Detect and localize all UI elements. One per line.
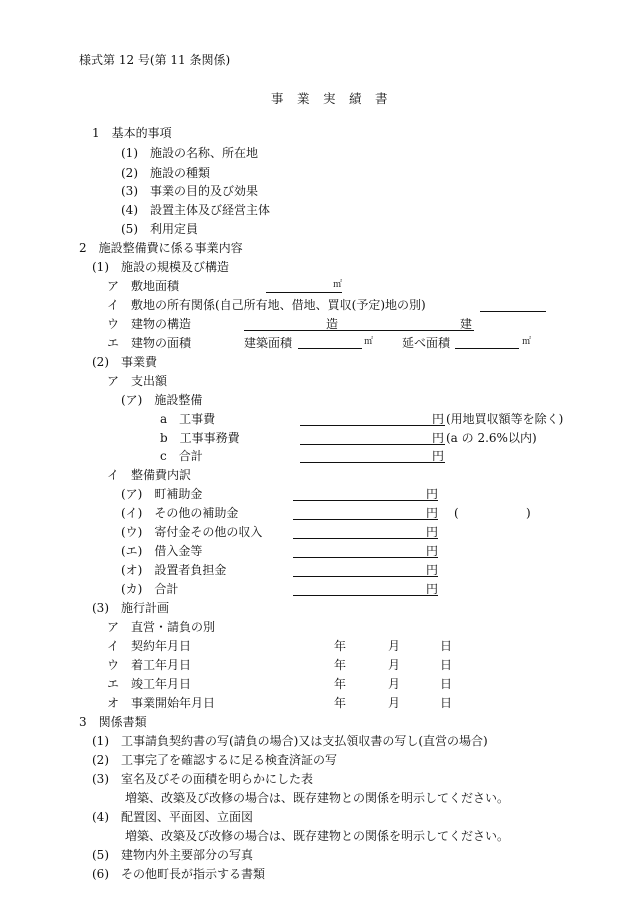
land-ownership-blank — [480, 311, 546, 312]
schedule-row-5-month: 月 — [388, 696, 401, 710]
title-char-5: 書 — [375, 91, 388, 106]
expenditure-row-b-unit: 円 — [432, 431, 445, 445]
section-1-heading: 1 基本的事項 — [92, 126, 172, 140]
building-footprint-label: 建築面積 — [244, 336, 293, 350]
building-structure-blank — [244, 330, 474, 331]
funding-row-3-unit: 円 — [426, 525, 439, 539]
section-3-item-3-note: 増築、改築及び改修の場合は、既存建物との関係を明示してください。 — [125, 791, 510, 805]
schedule-row-1-label: ア 直営・請負の別 — [107, 620, 216, 634]
funding-row-2-paren-open: ( — [454, 506, 459, 520]
schedule-row-2-month: 月 — [388, 639, 401, 653]
schedule-row-4-month: 月 — [388, 677, 401, 691]
section-2-heading: 2 施設整備費に係る事業内容 — [79, 241, 243, 255]
funding-row-1-unit: 円 — [426, 487, 439, 501]
funding-row-2-paren-close: ) — [526, 506, 531, 520]
floors-unit: 建 — [460, 317, 473, 331]
section-3-item-5: (5) 建物内外主要部分の写真 — [92, 848, 253, 862]
funding-row-4-unit: 円 — [426, 544, 439, 558]
funding-row-1-blank — [293, 500, 438, 501]
schedule-row-4-label: エ 竣工年月日 — [107, 677, 192, 691]
title-char-1: 事 — [271, 91, 284, 106]
schedule-row-4-year: 年 — [334, 677, 347, 691]
expenditure-row-a-unit: 円 — [432, 412, 445, 426]
title-char-2: 業 — [297, 91, 310, 106]
section-2-1-heading: (1) 施設の規模及び構造 — [92, 260, 229, 274]
expenditure-row-c-blank — [300, 462, 445, 463]
section-3-heading: 3 関係書類 — [79, 715, 147, 729]
section-1-item-1: (1) 施設の名称、所在地 — [121, 146, 258, 160]
building-area-label: エ 建物の面積 — [107, 336, 192, 350]
floor-area-unit: ㎡ — [522, 337, 532, 347]
title-char-3: 実 — [323, 91, 336, 106]
funding-row-2-blank — [293, 519, 438, 520]
funding-row-4-blank — [293, 557, 438, 558]
form-number: 様式第 12 号(第 11 条関係) — [79, 53, 231, 67]
schedule-row-3-month: 月 — [388, 658, 401, 672]
title-char-4: 績 — [349, 91, 362, 106]
section-3-item-6: (6) その他町長が指示する書類 — [92, 867, 265, 881]
schedule-row-3-day: 日 — [440, 658, 453, 672]
schedule-row-3-year: 年 — [334, 658, 347, 672]
expenditure-row-a-label: a 工事費 — [160, 412, 216, 426]
expenditure-row-c-label: c 合計 — [160, 449, 203, 463]
funding-row-2-label: (イ) その他の補助金 — [121, 506, 239, 520]
section-3-item-4: (4) 配置図、平面図、立面図 — [92, 810, 253, 824]
section-3-item-2: (2) 工事完了を確認するに足る検査済証の写 — [92, 753, 337, 767]
schedule-row-5-day: 日 — [440, 696, 453, 710]
expenditure-row-b-blank — [300, 444, 445, 445]
funding-row-6-label: (カ) 合計 — [121, 582, 179, 596]
section-3-item-3: (3) 室名及びその面積を明らかにした表 — [92, 772, 313, 786]
funding-row-5-blank — [293, 576, 438, 577]
site-area-blank — [266, 292, 342, 293]
building-structure-label: ウ 建物の構造 — [107, 317, 192, 331]
expenditure-heading: ア 支出額 — [107, 374, 168, 388]
expenditure-row-b-note: (a の 2.6%以内) — [446, 431, 537, 445]
section-2-2-heading: (2) 事業費 — [92, 355, 157, 369]
funding-row-3-blank — [293, 538, 438, 539]
expenditure-row-b-label: b 工事事務費 — [160, 431, 240, 445]
schedule-row-5-label: オ 事業開始年月日 — [107, 696, 216, 710]
building-footprint-unit: ㎡ — [364, 337, 374, 347]
site-area-label: ア 敷地面積 — [107, 279, 180, 293]
schedule-row-4-day: 日 — [440, 677, 453, 691]
expenditure-row-a-note: (用地買収額等を除く) — [446, 412, 564, 426]
section-1-item-2: (2) 施設の種類 — [121, 166, 210, 180]
floor-area-blank — [455, 348, 519, 349]
structure-unit: 造 — [326, 317, 339, 331]
section-3-item-1: (1) 工事請負契約書の写(請負の場合)又は支払領収書の写し(直営の場合) — [92, 734, 488, 748]
schedule-row-2-label: イ 契約年月日 — [107, 639, 192, 653]
schedule-row-3-label: ウ 着工年月日 — [107, 658, 192, 672]
building-footprint-blank — [298, 348, 362, 349]
facility-improvement-heading: (ア) 施設整備 — [121, 393, 203, 407]
floor-area-label: 延べ面積 — [402, 336, 451, 350]
funding-row-2-unit: 円 — [426, 506, 439, 520]
funding-row-3-label: (ウ) 寄付金その他の収入 — [121, 525, 263, 539]
section-3-item-4-note: 増築、改築及び改修の場合は、既存建物との関係を明示してください。 — [125, 829, 510, 843]
section-1-item-3: (3) 事業の目的及び効果 — [121, 184, 258, 198]
section-1-item-5: (5) 利用定員 — [121, 222, 198, 236]
land-ownership-label: イ 敷地の所有関係(自己所有地、借地、買収(予定)地の別) — [107, 298, 426, 312]
funding-breakdown-heading: イ 整備費内訳 — [107, 468, 192, 482]
section-2-3-heading: (3) 施行計画 — [92, 601, 169, 615]
funding-row-6-blank — [293, 595, 438, 596]
funding-row-4-label: (エ) 借入金等 — [121, 544, 203, 558]
funding-row-5-unit: 円 — [426, 563, 439, 577]
section-1-item-4: (4) 設置主体及び経営主体 — [121, 203, 270, 217]
schedule-row-2-year: 年 — [334, 639, 347, 653]
site-area-unit: ㎡ — [333, 280, 343, 290]
expenditure-row-a-blank — [300, 425, 445, 426]
funding-row-1-label: (ア) 町補助金 — [121, 487, 203, 501]
schedule-row-2-day: 日 — [440, 639, 453, 653]
funding-row-5-label: (オ) 設置者負担金 — [121, 563, 227, 577]
expenditure-row-c-unit: 円 — [432, 449, 445, 463]
funding-row-6-unit: 円 — [426, 582, 439, 596]
schedule-row-5-year: 年 — [334, 696, 347, 710]
